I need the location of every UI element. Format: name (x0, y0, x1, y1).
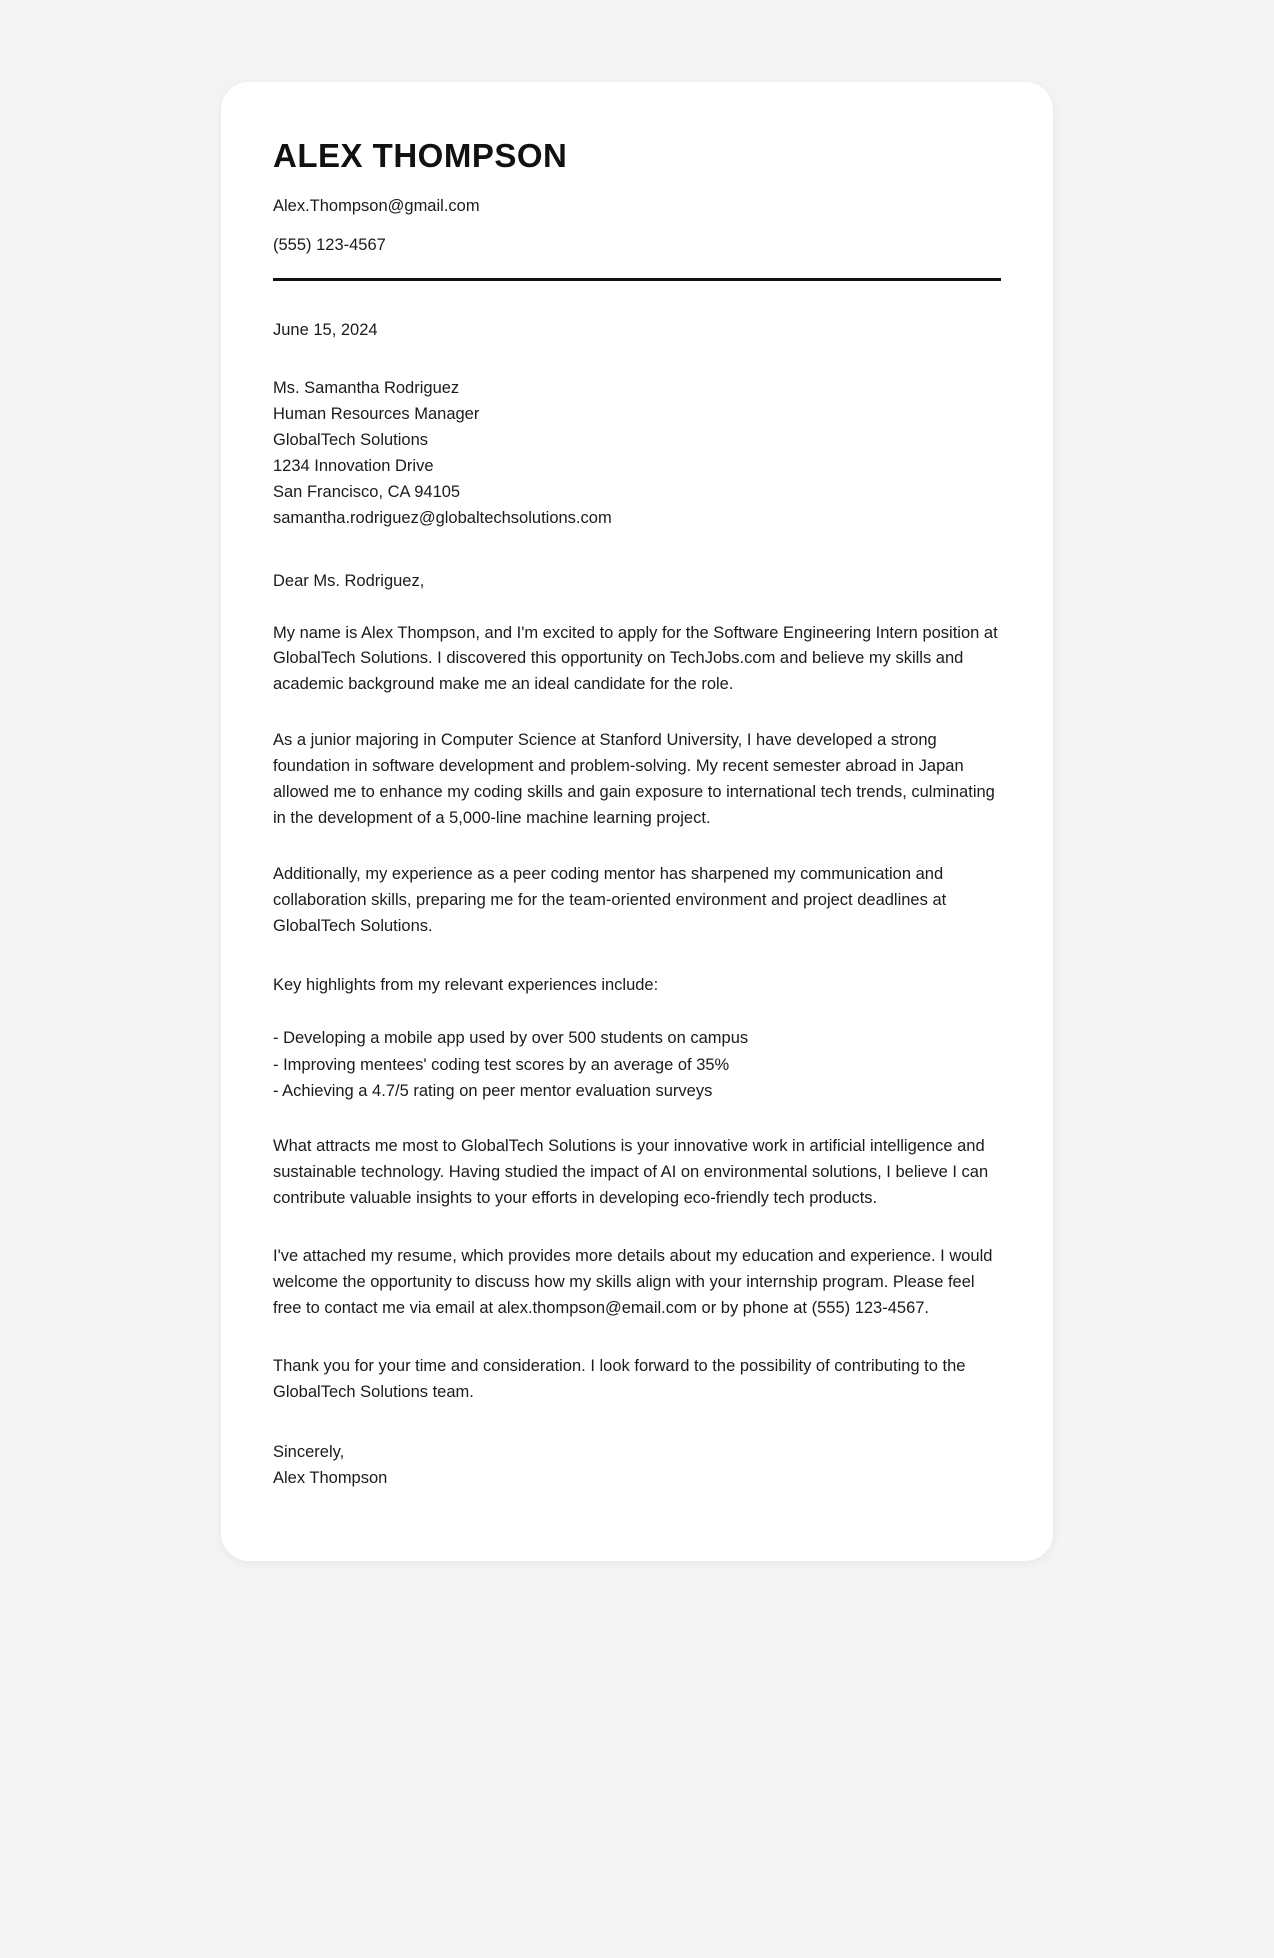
body-paragraph-5: I've attached my resume, which provides more details about my education and experience. I would welcome the opportunity to discuss how my skills align with your internship program. Please feel free to contact me via email at alex.thompson@email.com or by phone at (555) 123-4567. (273, 1247, 993, 1317)
recipient-address-block (273, 376, 1001, 531)
highlights-list (273, 1025, 1001, 1104)
cover-letter-document (221, 82, 1053, 1561)
signature-name: Alex Thompson (273, 1468, 388, 1487)
letterhead-divider (273, 278, 1001, 281)
recipient-street: 1234 Innovation Drive (273, 456, 434, 475)
body-paragraph-4: What attracts me most to GlobalTech Solutions is your innovative work in artificial intelligence and sustainable technology. Having studied the impact of AI on environmental solutions, I believe I can contribute valuable insights to your efforts in developing eco-friendly tech products. (273, 1137, 989, 1208)
letterhead (273, 138, 1001, 287)
highlight-item: - Improving mentees' coding test scores by an average of 35% (273, 1055, 730, 1074)
salutation: Dear Ms. Rodriguez, (273, 571, 425, 590)
recipient-name: Ms. Samantha Rodriguez (273, 379, 460, 398)
recipient-city: San Francisco, CA 94105 (273, 482, 461, 501)
letter-date: June 15, 2024 (273, 321, 378, 340)
recipient-title: Human Resources Manager (273, 405, 480, 424)
highlight-item: - Achieving a 4.7/5 rating on peer mentor evaluation surveys (273, 1082, 713, 1101)
body-paragraph-6: Thank you for your time and consideration. I look forward to the possibility of contributing to the GlobalTech Solutions team. (273, 1356, 966, 1401)
body-paragraph-3: Additionally, my experience as a peer coding mentor has sharpened my communication and collaboration skills, preparing me for the team-oriented environment and project deadlines at GlobalTech Solutions. (273, 864, 947, 935)
closing-salutation: Sincerely, (273, 1442, 345, 1461)
sender-phone: (555) 123-4567 (273, 235, 386, 254)
highlights-intro: Key highlights from my relevant experiences include: (273, 976, 659, 995)
highlight-item: - Developing a mobile app used by over 500 students on campus (273, 1029, 749, 1048)
sender-email: Alex.Thompson@gmail.com (273, 197, 480, 216)
body-paragraph-2: As a junior majoring in Computer Science at Stanford University, I have developed a strong foundation in software development and problem-solving. My recent semester abroad in Japan allowed me to enhance my coding skills and gain exposure to international tech trends, culminating in the development of a 5,000-line machine learning project. (273, 731, 995, 827)
body-paragraph-1: My name is Alex Thompson, and I'm excited to apply for the Software Engineering Intern position at GlobalTech Solutions. I discovered this opportunity on TechJobs.com and believe my skills and academic background make me an ideal candidate for the role. (273, 623, 998, 694)
recipient-company: GlobalTech Solutions (273, 430, 429, 449)
sender-name: ALEX THOMPSON (273, 137, 568, 174)
recipient-email: samantha.rodriguez@globaltechsolutions.com (273, 508, 612, 527)
signoff-block (273, 1440, 1001, 1492)
